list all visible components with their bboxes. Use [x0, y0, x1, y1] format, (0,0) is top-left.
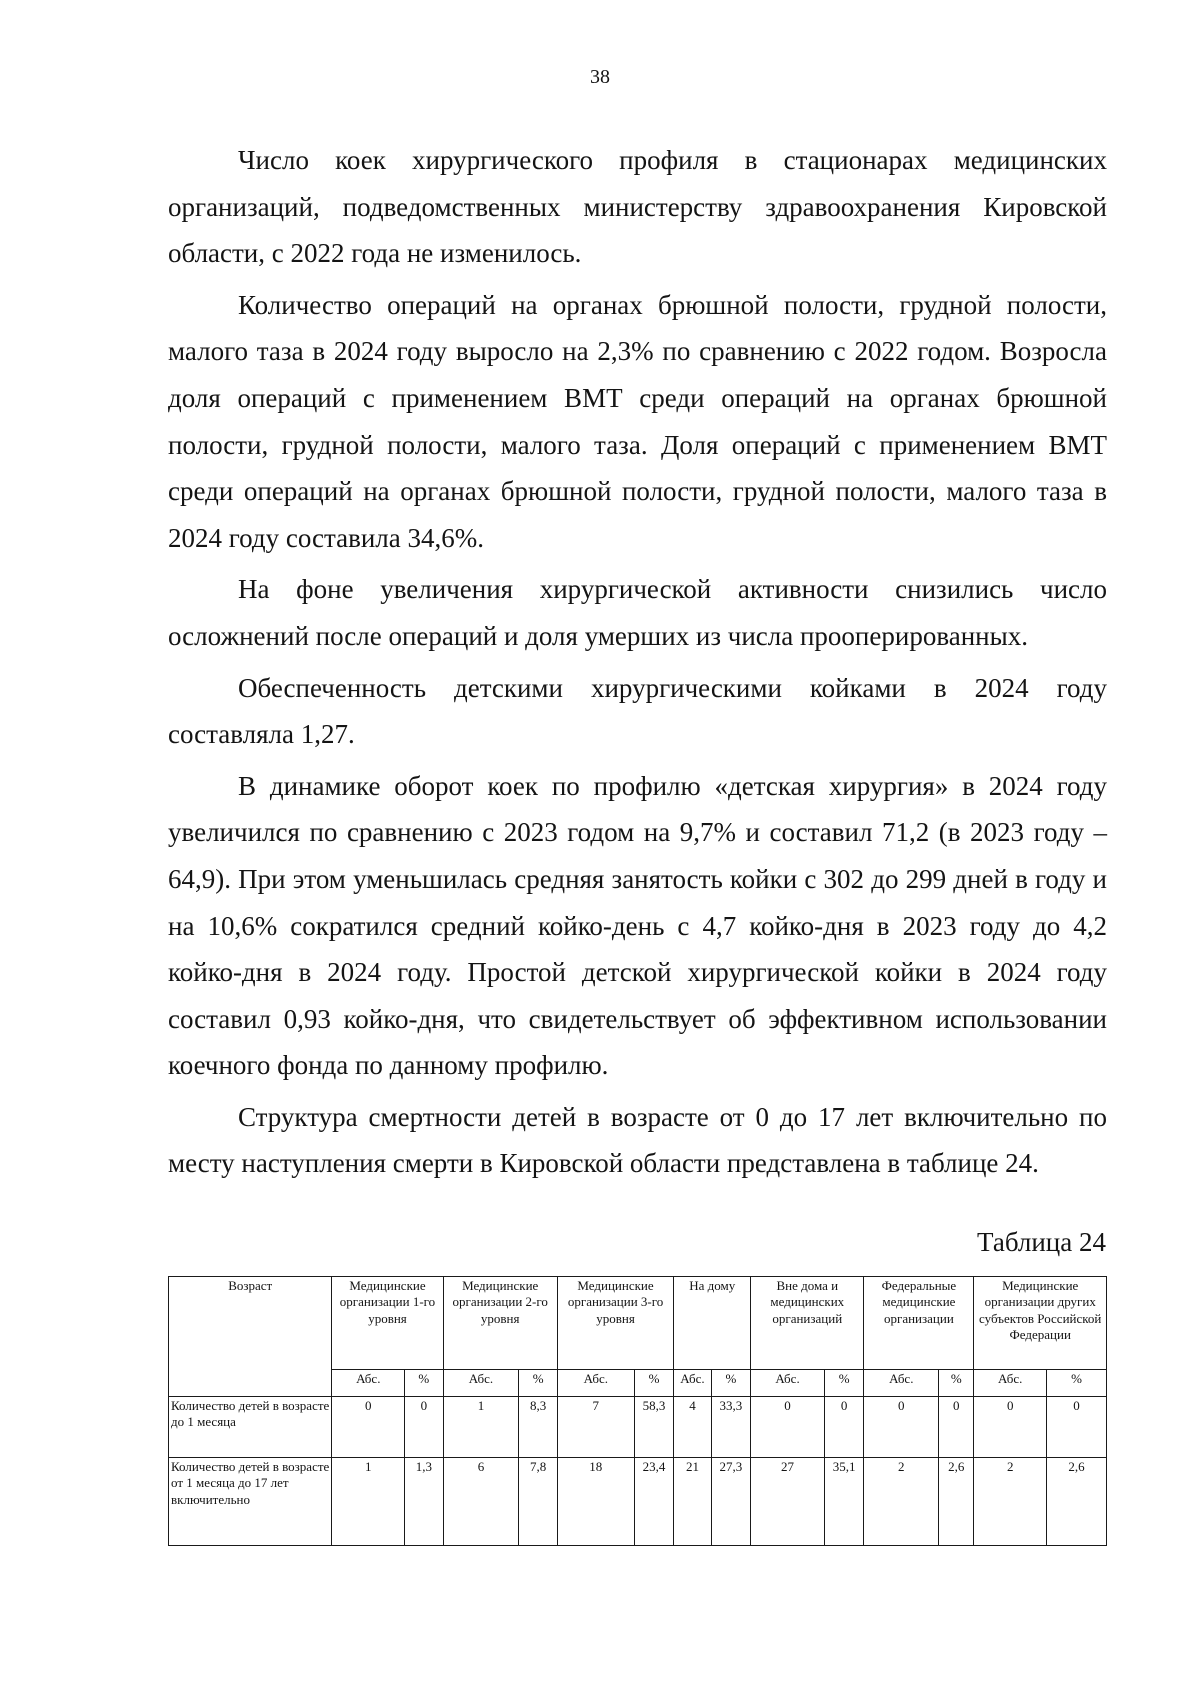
cell-value: 21: [674, 1458, 711, 1546]
cell-value: 0: [751, 1397, 825, 1458]
page-number: 38: [590, 66, 610, 88]
cell-value: 4: [674, 1397, 711, 1458]
row-header-age: Возраст: [169, 1277, 332, 1397]
group-header-other-regions: Медицинские организации других субъектов Российской Федерации: [974, 1277, 1107, 1370]
cell-value: 18: [557, 1458, 634, 1546]
cell-value: 2,6: [939, 1458, 974, 1546]
subheader-percent: %: [939, 1370, 974, 1397]
cell-value: 7: [557, 1397, 634, 1458]
cell-value: 0: [864, 1397, 939, 1458]
row-label: Количество детей в возрасте до 1 месяца: [169, 1397, 332, 1458]
cell-value: 33,3: [711, 1397, 751, 1458]
cell-value: 1: [332, 1458, 405, 1546]
group-header-level1: Медицинские организации 1-го уровня: [332, 1277, 443, 1370]
group-header-level2: Медицинские организации 2-го уровня: [443, 1277, 557, 1370]
cell-value: 0: [332, 1397, 405, 1458]
paragraph: Число коек хирургического профиля в стационарах медицинских организаций, подведомственных министерству здравоохранения Кировской области, с 2022 года не изменилось.: [168, 145, 1107, 269]
paragraph: В динамике оборот коек по профилю «детская хирургия» в 2024 году увеличился по сравнению с 2023 годом на 9,7% и составил 71,2 (в 2023 году – 64,9). При этом уменьшилась средняя занятость койки с 302 до 299 дней в году и на 10,6% сократился средний койко-день с 4,7 койко-дня в 2023 году до 4,2 койко-дня в 2024 году. Простой детской хирургической койки в 2024 году составил 0,93 койко-дня, что свидетельствует об эффективном использовании коечного фонда по данному профилю.: [168, 770, 1107, 1081]
cell-value: 27: [751, 1458, 825, 1546]
subheader-abs: Абс.: [332, 1370, 405, 1397]
subheader-percent: %: [519, 1370, 557, 1397]
subheader-abs: Абс.: [751, 1370, 825, 1397]
subheader-abs: Абс.: [443, 1370, 519, 1397]
subheader-percent: %: [634, 1370, 674, 1397]
cell-value: 1: [443, 1397, 519, 1458]
subheader-abs: Абс.: [864, 1370, 939, 1397]
subheader-percent: %: [1047, 1370, 1107, 1397]
cell-value: 0: [939, 1397, 974, 1458]
paragraph: Структура смертности детей в возрасте от 0 до 17 лет включительно по месту наступления смерти в Кировской области представлена в таблице 24.: [168, 1101, 1107, 1179]
cell-value: 23,4: [634, 1458, 674, 1546]
cell-value: 1,3: [405, 1458, 443, 1546]
cell-value: 2,6: [1047, 1458, 1107, 1546]
cell-value: 0: [824, 1397, 864, 1458]
cell-value: 2: [974, 1458, 1047, 1546]
cell-value: 0: [974, 1397, 1047, 1458]
mortality-table: [168, 1276, 1107, 1546]
cell-value: 6: [443, 1458, 519, 1546]
group-header-level3: Медицинские организации 3-го уровня: [557, 1277, 673, 1370]
cell-value: 27,3: [711, 1458, 751, 1546]
group-header-outside: Вне дома и медицинских организаций: [751, 1277, 864, 1370]
cell-value: 58,3: [634, 1397, 674, 1458]
paragraph: На фоне увеличения хирургической активности снизились число осложнений после операций и доля умерших из числа прооперированных.: [168, 574, 1107, 651]
cell-value: 35,1: [824, 1458, 864, 1546]
cell-value: 0: [1047, 1397, 1107, 1458]
subheader-abs: Абс.: [557, 1370, 634, 1397]
cell-value: 7,8: [519, 1458, 557, 1546]
subheader-abs: Абс.: [674, 1370, 711, 1397]
table-caption: Таблица 24: [977, 1227, 1106, 1257]
cell-value: 0: [405, 1397, 443, 1458]
group-header-home: На дому: [674, 1277, 751, 1370]
cell-value: 8,3: [519, 1397, 557, 1458]
group-header-federal: Федеральные медицинские организации: [864, 1277, 974, 1370]
body-text: [168, 137, 1107, 1192]
table-row: [169, 1458, 1107, 1546]
subheader-percent: %: [711, 1370, 751, 1397]
paragraph: Обеспеченность детскими хирургическими койками в 2024 году составляла 1,27.: [168, 672, 1107, 750]
subheader-percent: %: [824, 1370, 864, 1397]
cell-value: 2: [864, 1458, 939, 1546]
subheader-abs: Абс.: [974, 1370, 1047, 1397]
table-header-row: [169, 1277, 1107, 1370]
paragraph: Количество операций на органах брюшной полости, грудной полости, малого таза в 2024 году выросло на 2,3% по сравнению с 2022 годом. Возросла доля операций с применением ВМТ среди операций на органах брюшной полости, грудной полости, малого таза. Доля операций с применением ВМТ среди операций на органах брюшной полости, грудной полости, малого таза в 2024 году составила 34,6%.: [168, 289, 1107, 553]
row-label: Количество детей в возрасте от 1 месяца до 17 лет включительно: [169, 1458, 332, 1546]
table-row: [169, 1397, 1107, 1458]
subheader-percent: %: [405, 1370, 443, 1397]
